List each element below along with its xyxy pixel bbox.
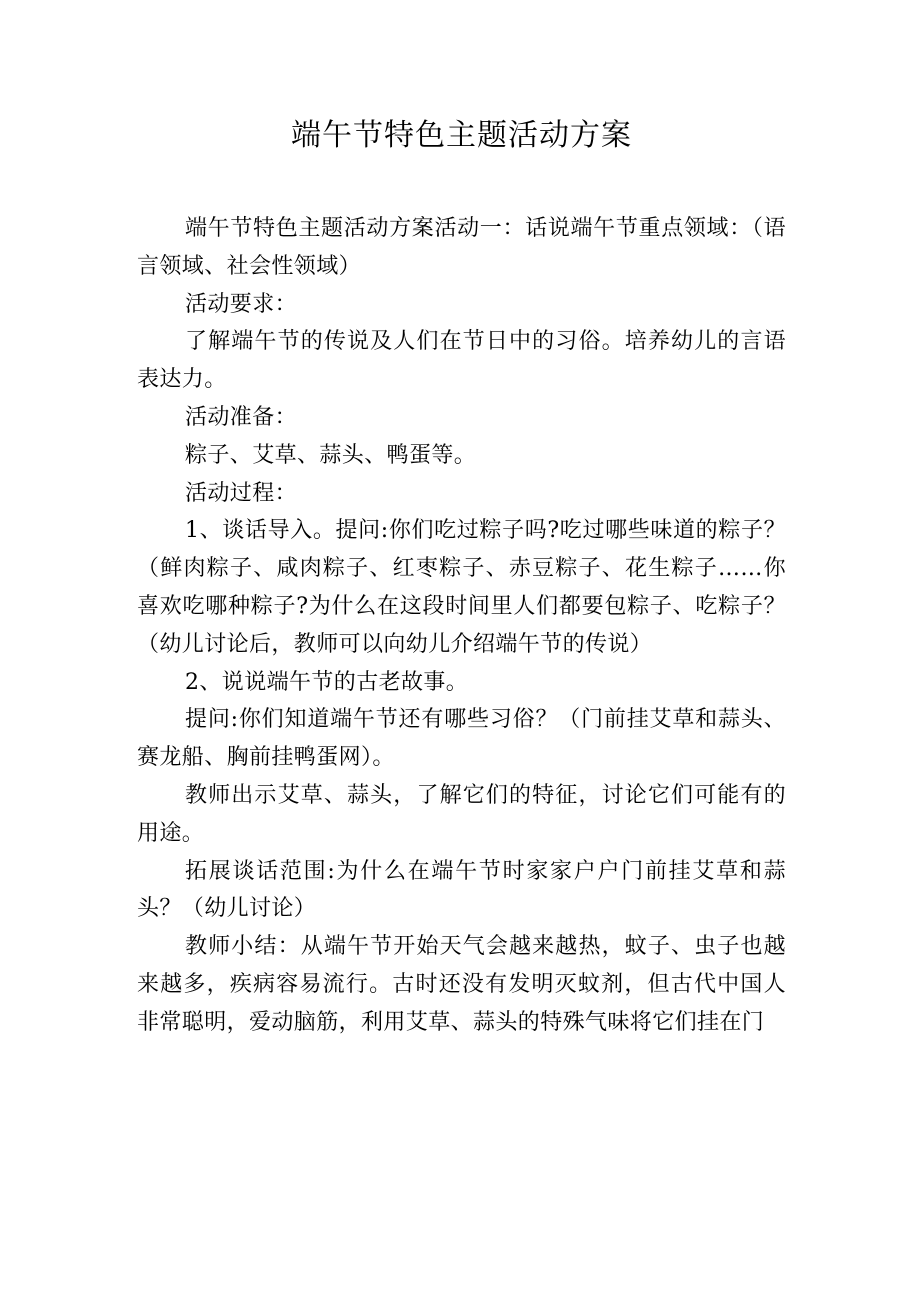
document-title: 端午节特色主题活动方案 [291,118,632,153]
paragraph-preparation: 粽子、艾草、蒜头、鸭蛋等。 [185,442,477,468]
paragraph-requirements-heading: 活动要求： [185,291,298,317]
paragraph-intro: 端午节特色主题活动方案活动一：话说端午节重点领域：（语言领域、社会性领域） [137,216,786,279]
document-body [137,210,786,1042]
paragraph-process-heading: 活动过程： [185,480,298,506]
paragraph-extend-talk: 拓展谈话范围:为什么在端午节时家家户户门前挂艾草和蒜头？（幼儿讨论） [137,858,786,922]
paragraph-step-1: 1、谈话导入。提问:你们吃过粽子吗?吃过哪些味道的粽子？（鲜肉粽子、咸肉粽子、红枣粽子、赤豆粽子、花生粽子……你喜欢吃哪种粽子?为什么在这段时间里人们都要包粽子、吃粽子？（幼儿讨论后，教师可以向幼儿介绍端午节的传说） [137,518,786,657]
paragraph-teacher-summary: 教师小结：从端午节开始天气会越来越热，蚊子、虫子也越来越多，疾病容易流行。古时还没有发明灭蚊剂，但古代中国人非常聪明，爱动脑筋，利用艾草、蒜头的特殊气味将它们挂在门 [137,934,786,1035]
paragraph-step-2: 2、说说端午节的古老故事。 [185,669,469,695]
paragraph-requirements: 了解端午节的传说及人们在节日中的习俗。培养幼儿的言语表达力。 [137,329,786,393]
paragraph-teacher-show: 教师出示艾草、蒜头，了解它们的特征，讨论它们可能有的用途。 [137,782,786,846]
paragraph-preparation-heading: 活动准备： [185,404,298,430]
paragraph-question-customs: 提问:你们知道端午节还有哪些习俗？（门前挂艾草和蒜头、赛龙船、胸前挂鸭蛋网）。 [137,707,786,771]
